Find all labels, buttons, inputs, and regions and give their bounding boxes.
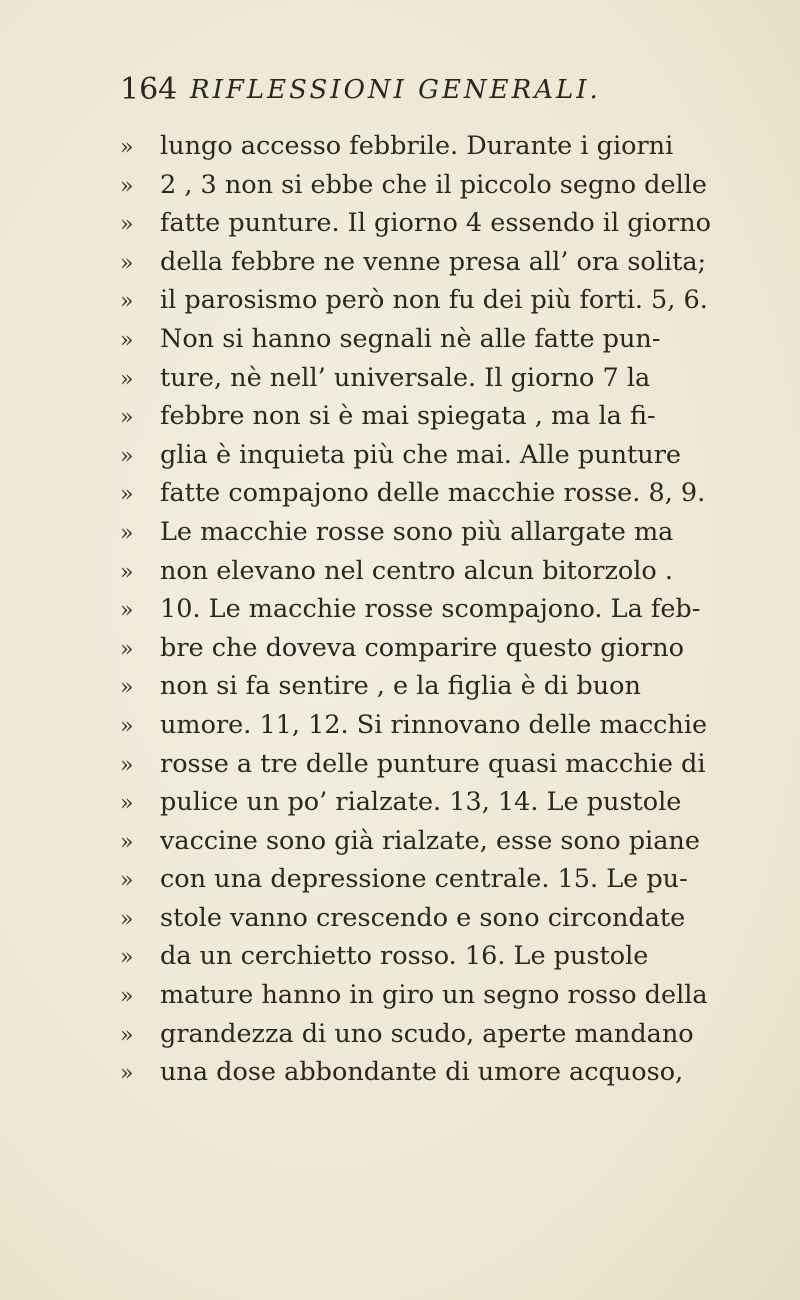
line-text: bre che doveva comparire questo giorno	[160, 632, 684, 663]
text-line	[120, 397, 780, 436]
text-line	[120, 281, 780, 320]
line-text: pulice un po’ rialzate. 13, 14. Le pustole	[160, 787, 682, 818]
line-text: stole vanno crescendo e sono circondate	[160, 902, 686, 933]
quote-mark: »	[120, 868, 134, 894]
quote-mark: »	[120, 636, 134, 662]
text-line	[120, 822, 780, 861]
line-text: Le macchie rosse sono più allargate ma	[160, 516, 674, 547]
quote-mark: »	[120, 752, 134, 778]
quote-mark: »	[120, 443, 134, 469]
quote-mark: »	[120, 327, 134, 353]
text-line	[120, 899, 780, 938]
text-line	[120, 243, 780, 282]
quote-mark: »	[120, 984, 134, 1010]
line-text: della febbre ne venne presa all’ ora solita;	[160, 246, 707, 277]
line-text: da un cerchietto rosso. 16. Le pustole	[160, 941, 649, 972]
quote-mark: »	[120, 598, 134, 624]
line-text: 2 , 3 non si ebbe che il piccolo segno delle	[160, 169, 707, 200]
quote-mark: »	[120, 366, 134, 392]
text-line	[120, 552, 780, 591]
text-line	[120, 667, 780, 706]
text-line	[120, 166, 780, 205]
text-line	[120, 745, 780, 784]
text-line	[120, 706, 780, 745]
text-line	[120, 474, 780, 513]
page-number: 164	[120, 72, 178, 107]
line-text: fatte compajono delle macchie rosse. 8, 9.	[160, 478, 706, 509]
line-text: fatte punture. Il giorno 4 essendo il giorno	[160, 208, 712, 239]
quote-mark: »	[120, 791, 134, 817]
text-line	[120, 1015, 780, 1054]
text-line	[120, 359, 780, 398]
line-text: mature hanno in giro un segno rosso della	[160, 980, 708, 1011]
text-line	[120, 204, 780, 243]
text-line	[120, 436, 780, 475]
quote-mark: »	[120, 829, 134, 855]
quote-mark: »	[120, 713, 134, 739]
text-line	[120, 127, 780, 166]
text-line	[120, 860, 780, 899]
line-text: lungo accesso febbrile. Durante i giorni	[160, 131, 674, 161]
quote-mark: »	[120, 559, 134, 585]
line-text: grandezza di uno scudo, aperte mandano	[160, 1018, 694, 1049]
line-text: glia è inquieta più che mai. Alle punture	[160, 439, 681, 470]
quote-mark: »	[120, 906, 134, 932]
line-text: con una depressione centrale. 15. Le pu-	[160, 864, 688, 895]
quote-mark: »	[120, 250, 134, 276]
line-text: il parosismo però non fu dei più forti. 5, 6.	[160, 285, 708, 316]
body-text	[120, 127, 780, 1092]
quote-mark: »	[120, 1022, 134, 1048]
running-head: RIFLESSIONI GENERALI.	[190, 75, 601, 105]
quote-mark: »	[120, 289, 134, 315]
text-line	[120, 629, 780, 668]
line-text: 10. Le macchie rosse scompajono. La feb-	[160, 594, 701, 625]
quote-mark: »	[120, 135, 134, 160]
text-line	[120, 320, 780, 359]
line-text: non si fa sentire , e la figlia è di buon	[160, 671, 641, 702]
line-text: rosse a tre delle punture quasi macchie di	[160, 748, 706, 779]
line-text: febbre non si è mai spiegata , ma la fi-	[160, 401, 656, 432]
quote-mark: »	[120, 482, 134, 508]
line-text: ture, nè nell’ universale. Il giorno 7 la	[160, 362, 651, 393]
line-text: non elevano nel centro alcun bitorzolo .	[160, 555, 673, 586]
text-line	[120, 1053, 780, 1092]
quote-mark: »	[120, 675, 134, 701]
text-line	[120, 976, 780, 1015]
line-text: vaccine sono già rialzate, esse sono piane	[160, 825, 700, 856]
text-line	[120, 937, 780, 976]
page-header	[120, 70, 760, 110]
quote-mark: »	[120, 1061, 134, 1087]
quote-mark: »	[120, 405, 134, 431]
text-line	[120, 513, 780, 552]
quote-mark: »	[120, 212, 134, 238]
quote-mark: »	[120, 520, 134, 546]
text-line	[120, 783, 780, 822]
text-line	[120, 590, 780, 629]
quote-mark: »	[120, 945, 134, 971]
line-text: una dose abbondante di umore acquoso,	[160, 1057, 684, 1088]
line-text: Non si hanno segnali nè alle fatte pun-	[160, 323, 661, 354]
quote-mark: »	[120, 173, 134, 199]
line-text: umore. 11, 12. Si rinnovano delle macchie	[160, 709, 708, 740]
